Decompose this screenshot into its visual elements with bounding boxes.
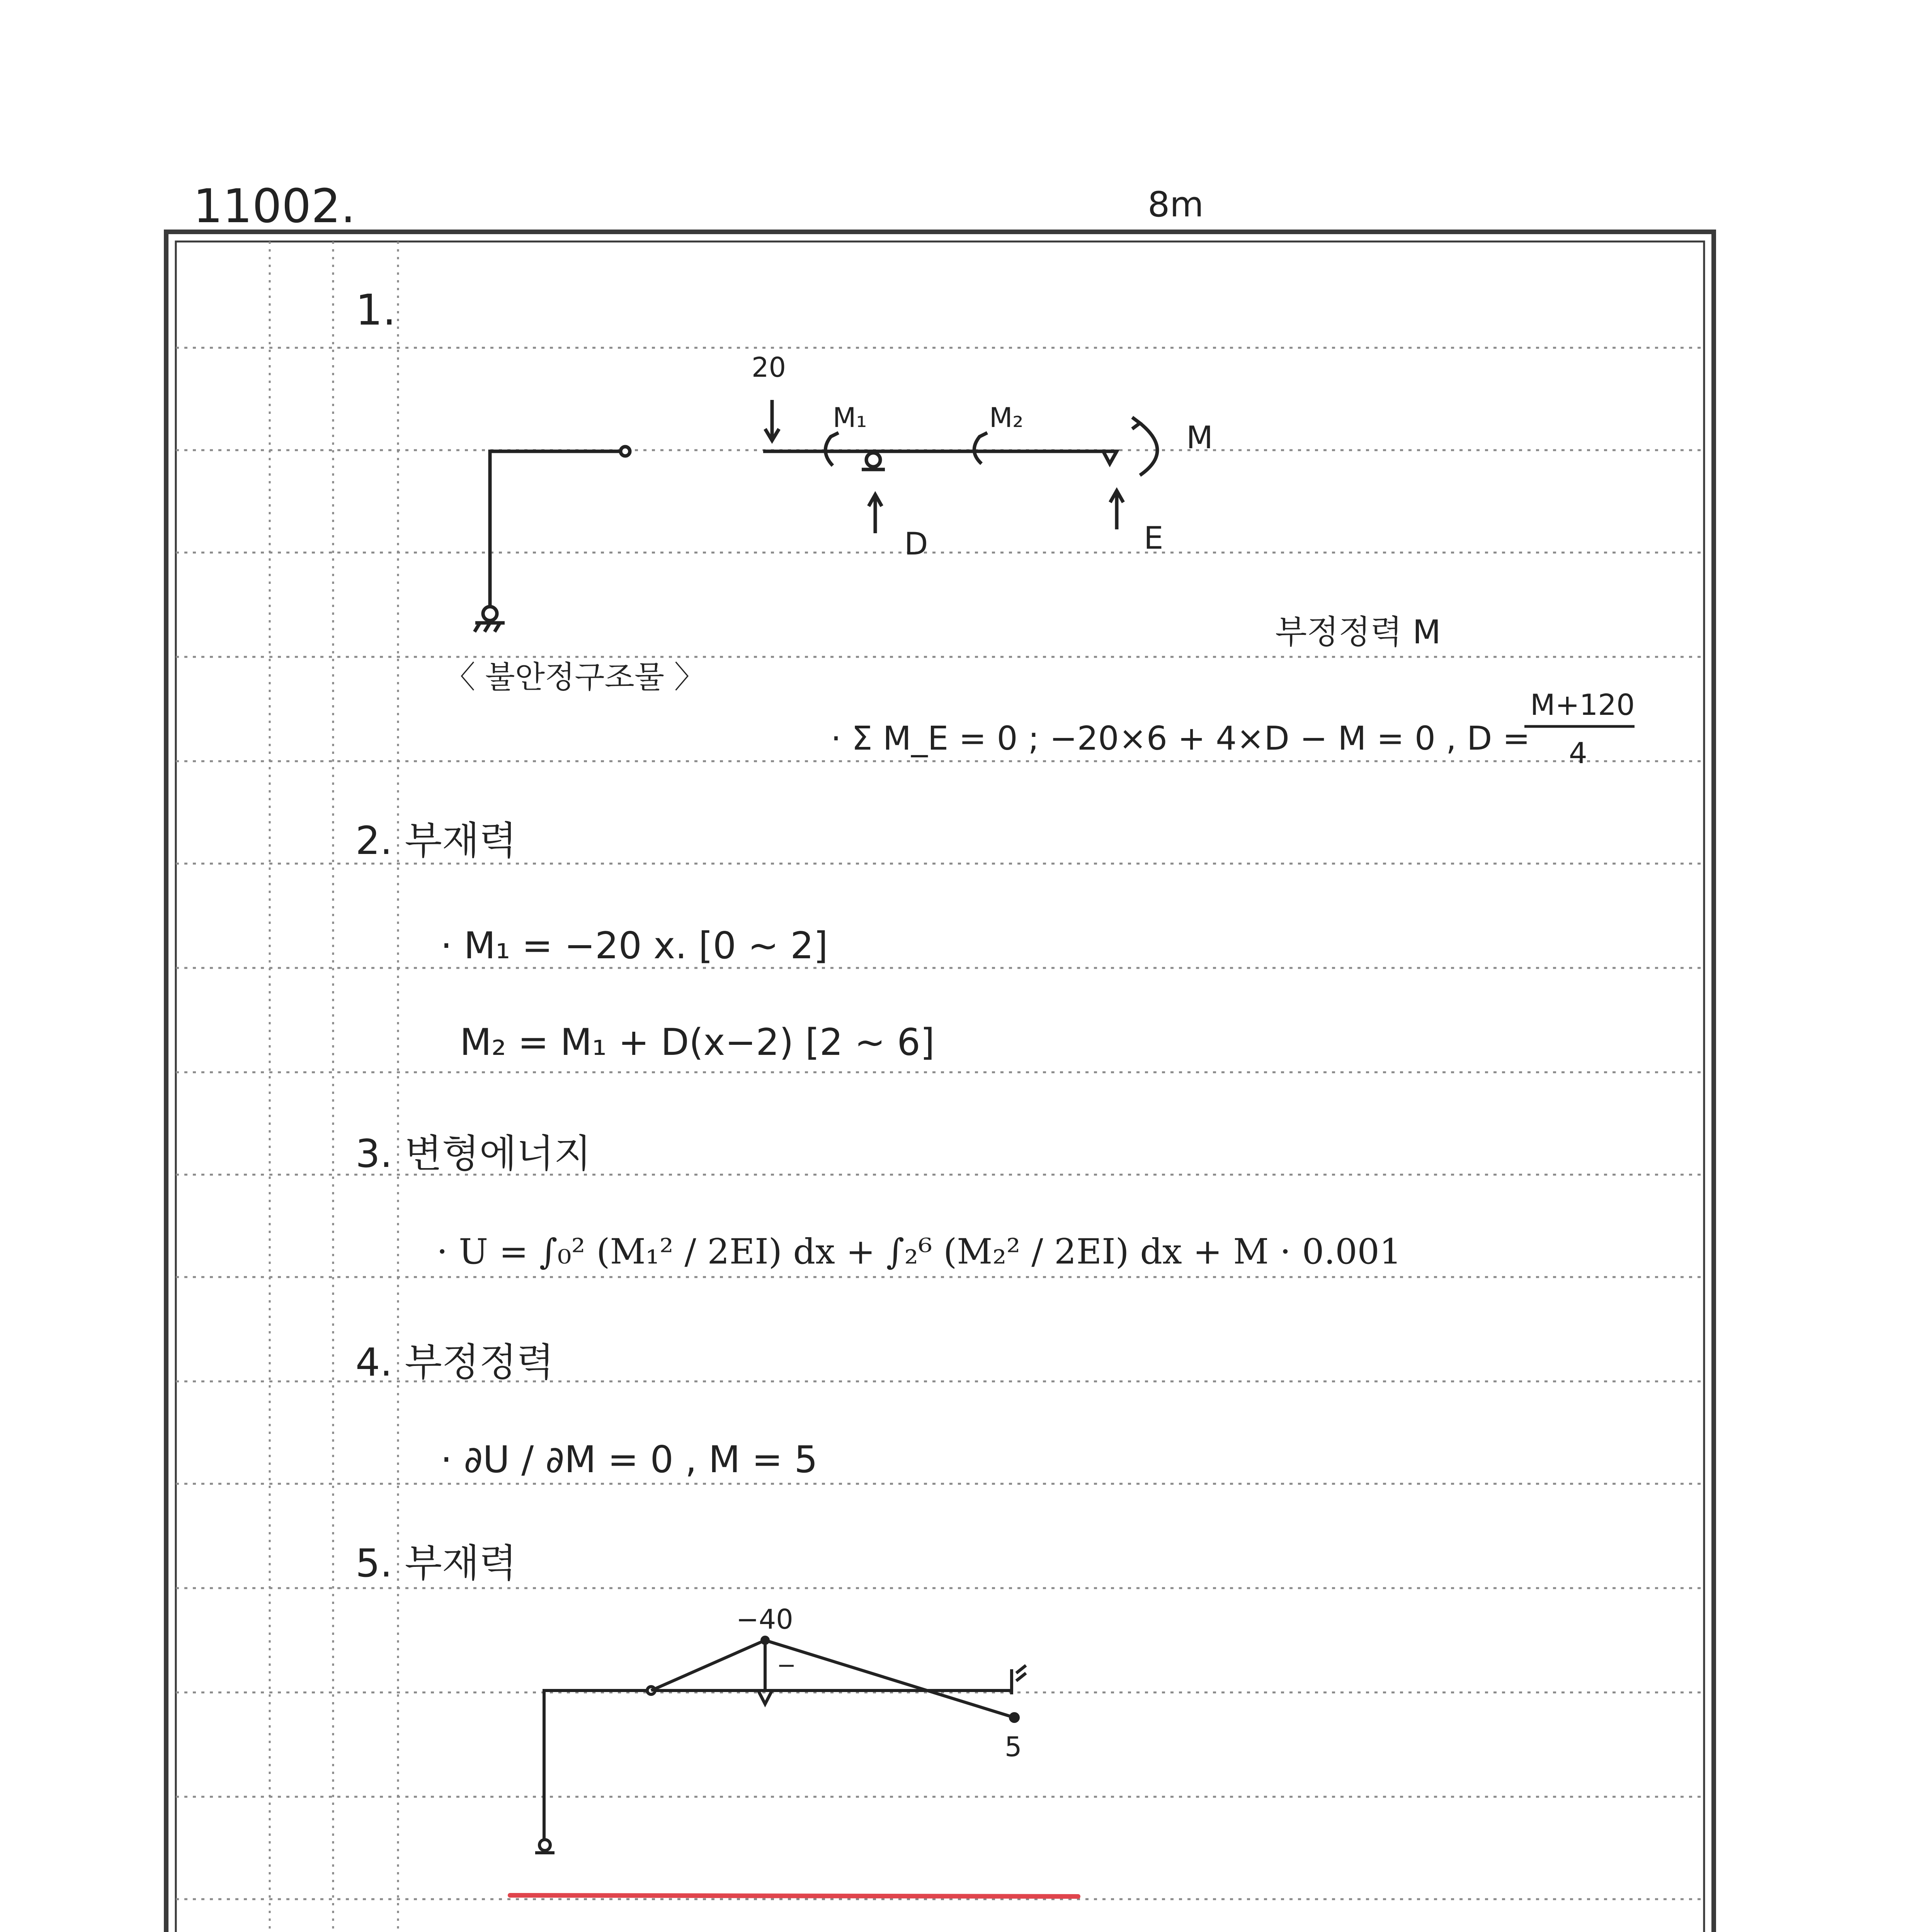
castigliano-result: · ∂U / ∂M = 0 , M = 5 (441, 1439, 818, 1481)
sheet-frame (166, 232, 1714, 1932)
equilibrium-equation: · Σ M_E = 0 ; −20×6 + 4×D − M = 0 , D = (831, 719, 1530, 758)
reaction-d-label: D (904, 526, 928, 562)
moment-peak-value: −40 (736, 1604, 793, 1635)
section-5-heading: 5. 부재력 (356, 1541, 517, 1586)
answer-underline (510, 1895, 1078, 1896)
released-beam-sketch (763, 400, 1157, 533)
top-note: 8m (1148, 184, 1204, 225)
fraction-numerator: M+120 (1530, 688, 1635, 722)
moment-m2-label: M₂ (989, 402, 1024, 434)
moment-sign: − (777, 1652, 796, 1679)
load-20-label: 20 (752, 352, 786, 383)
moment-m1-label: M₁ (833, 402, 867, 434)
member-force-m2: M₂ = M₁ + D(x−2) [2 ~ 6] (460, 1021, 935, 1064)
moment-end-value: 5 (1005, 1731, 1022, 1763)
strain-energy-equation: · U = ∫₀² (M₁² / 2EI) dx + ∫₂⁶ (M₂² / 2EI) dx + M · 0.001 (437, 1231, 1402, 1272)
unstable-structure-label: 〈 불안정구조물 〉 (444, 659, 705, 695)
sheet-number: 11002. (193, 180, 356, 233)
unstable-frame-sketch (475, 447, 630, 632)
member-force-m1: · M₁ = −20 x. [0 ~ 2] (441, 925, 828, 967)
fraction-denominator: 4 (1569, 736, 1587, 770)
section-4-heading: 4. 부정정력 (356, 1340, 554, 1385)
section-3-heading: 3. 변형에너지 (356, 1131, 592, 1176)
section-2-heading: 2. 부재력 (356, 818, 517, 863)
redundant-force-label: 부정정력 M (1275, 613, 1441, 651)
section-1-number: 1. (356, 285, 396, 335)
moment-m-label: M (1186, 420, 1213, 456)
reaction-e-label: E (1144, 520, 1163, 556)
